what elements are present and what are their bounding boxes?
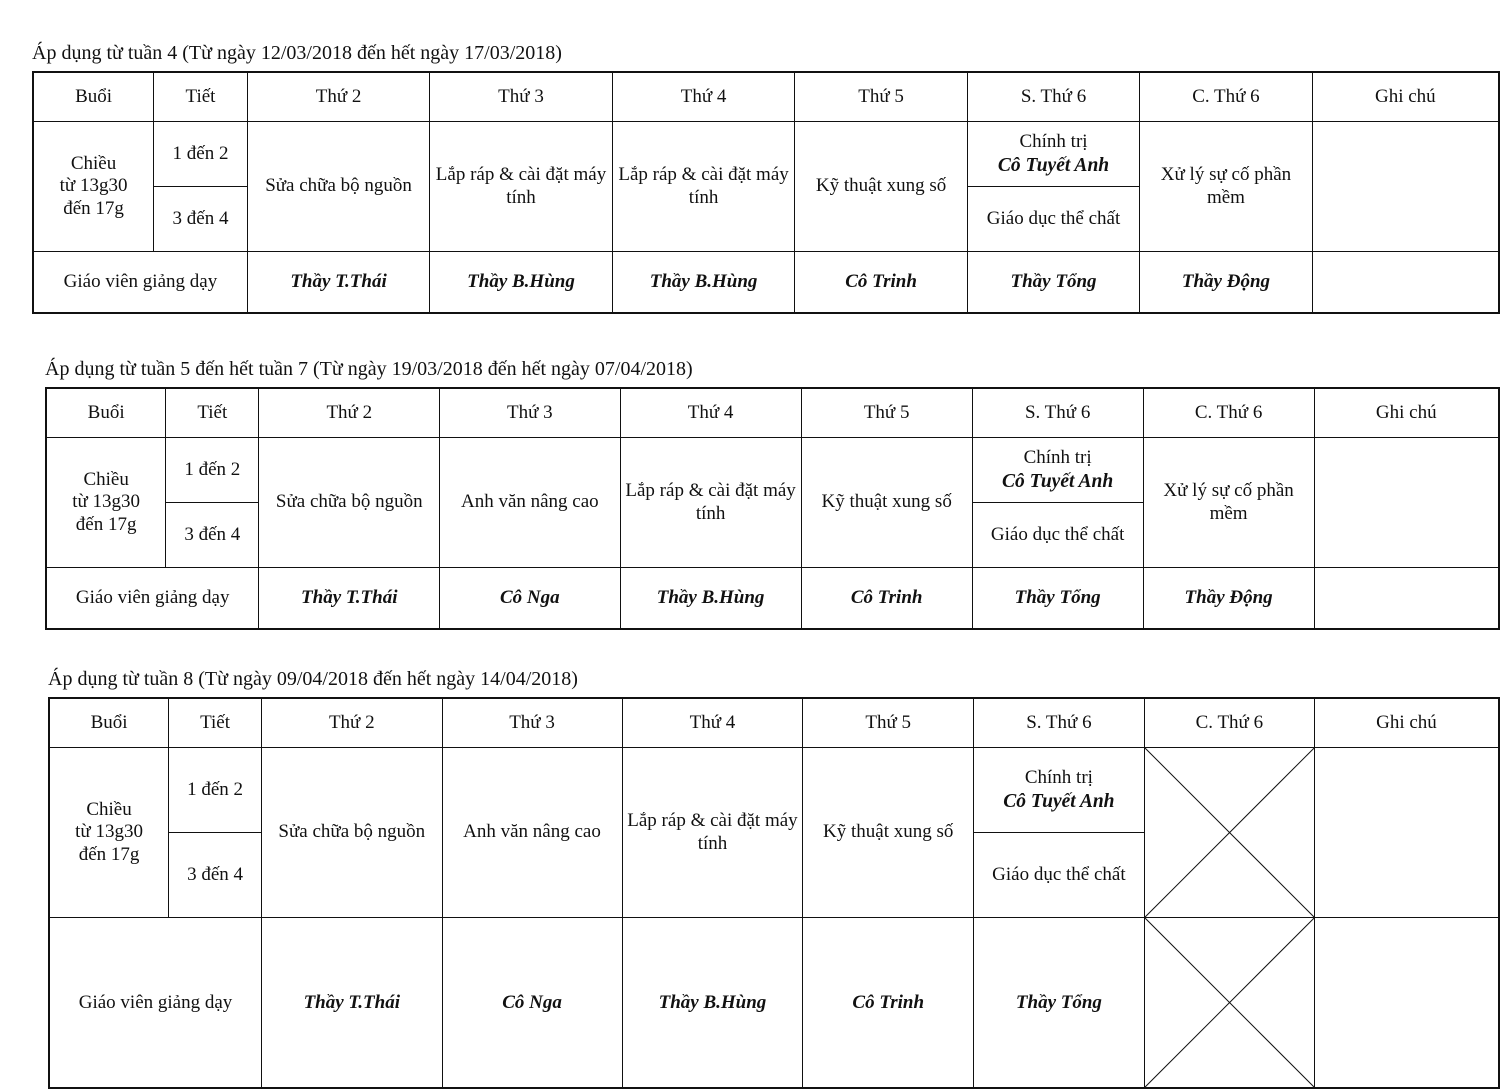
teacher-row-label: Giáo viên giảng dạy xyxy=(49,918,262,1089)
teacher-note xyxy=(1314,568,1499,630)
header-buoi: Buổi xyxy=(33,72,154,122)
cross-out-icon xyxy=(1145,748,1314,917)
subject-sang-thu6 xyxy=(974,748,1145,918)
teacher-row xyxy=(46,568,1499,630)
header-thu4: Thứ 4 xyxy=(612,72,795,122)
table-header-row xyxy=(46,388,1499,438)
header-ghichu: Ghi chú xyxy=(1312,72,1499,122)
subject-thu4: Lắp ráp & cài đặt máy tính xyxy=(612,122,795,252)
subject-sang-thu6-top: Chính trị Cô Tuyết Anh xyxy=(968,122,1139,187)
teacher-thu3: Thầy B.Hùng xyxy=(430,252,613,314)
teacher-thu4: Thầy B.Hùng xyxy=(622,918,803,1089)
teacher-sang-thu6: Thầy Tổng xyxy=(967,252,1139,314)
period-row-1-2 xyxy=(46,438,1499,503)
period-1-2: 1 đến 2 xyxy=(154,122,248,187)
subject-thu4: Lắp ráp & cài đặt máy tính xyxy=(620,438,801,568)
subject-thu5: Kỹ thuật xung số xyxy=(795,122,967,252)
header-sang-thu6: S. Thứ 6 xyxy=(972,388,1143,438)
subject-thu3: Anh văn nâng cao xyxy=(440,438,620,568)
block-3-caption: Áp dụng từ tuần 8 (Từ ngày 09/04/2018 đến hết ngày 14/04/2018) xyxy=(48,668,578,690)
teacher-thu4: Thầy B.Hùng xyxy=(620,568,801,630)
subject-sang-thu6-top: Chính trị Cô Tuyết Anh xyxy=(974,748,1144,833)
teacher-thu5: Cô Trinh xyxy=(795,252,967,314)
header-buoi: Buổi xyxy=(49,698,169,748)
subject-sang-thu6 xyxy=(967,122,1139,252)
teacher-thu5: Cô Trinh xyxy=(803,918,974,1089)
teacher-thu3: Cô Nga xyxy=(440,568,620,630)
teacher-sang-thu6: Thầy Tổng xyxy=(974,918,1145,1089)
subject-thu2: Sửa chữa bộ nguồn xyxy=(247,122,429,252)
header-buoi: Buổi xyxy=(46,388,166,438)
teacher-chieu-thu6: Thầy Động xyxy=(1140,252,1312,314)
subject-sang-thu6-top: Chính trị Cô Tuyết Anh xyxy=(973,438,1143,503)
subject-thu5: Kỹ thuật xung số xyxy=(801,438,972,568)
teacher-sang-thu6: Thầy Tổng xyxy=(972,568,1143,630)
schedule-block-2 xyxy=(45,358,1500,630)
header-thu3: Thứ 3 xyxy=(442,698,622,748)
session-label: Chiều từ 13g30 đến 17g xyxy=(49,748,169,918)
header-thu4: Thứ 4 xyxy=(622,698,803,748)
schedule-table-2 xyxy=(45,387,1500,630)
note-cell xyxy=(1314,438,1499,568)
teacher-row-label: Giáo viên giảng dạy xyxy=(33,252,247,314)
schedule-block-1 xyxy=(32,42,1500,314)
header-sang-thu6: S. Thứ 6 xyxy=(974,698,1145,748)
subject-chieu-thu6: Xử lý sự cố phần mềm xyxy=(1143,438,1314,568)
teacher-row-label: Giáo viên giảng dạy xyxy=(46,568,259,630)
header-ghichu: Ghi chú xyxy=(1314,388,1499,438)
session-label: Chiều từ 13g30 đến 17g xyxy=(33,122,154,252)
header-thu3: Thứ 3 xyxy=(440,388,620,438)
period-1-2: 1 đến 2 xyxy=(166,438,259,503)
schedule-table-3 xyxy=(48,697,1500,1089)
note-cell xyxy=(1312,122,1499,252)
cross-out-icon xyxy=(1145,918,1314,1087)
header-tiet: Tiết xyxy=(154,72,248,122)
header-thu2: Thứ 2 xyxy=(262,698,443,748)
period-3-4: 3 đến 4 xyxy=(154,187,248,252)
period-row-1-2 xyxy=(33,122,1499,187)
period-3-4: 3 đến 4 xyxy=(166,503,259,568)
subject-thu2: Sửa chữa bộ nguồn xyxy=(262,748,443,918)
header-thu5: Thứ 5 xyxy=(795,72,967,122)
subject-chieu-thu6-crossed-out xyxy=(1144,748,1314,918)
teacher-row xyxy=(33,252,1499,314)
session-label: Chiều từ 13g30 đến 17g xyxy=(46,438,166,568)
header-thu3: Thứ 3 xyxy=(430,72,613,122)
teacher-thu2: Thầy T.Thái xyxy=(262,918,443,1089)
block-2-caption: Áp dụng từ tuần 5 đến hết tuần 7 (Từ ngày 19/03/2018 đến hết ngày 07/04/2018) xyxy=(45,358,693,380)
header-thu4: Thứ 4 xyxy=(620,388,801,438)
table-header-row xyxy=(33,72,1499,122)
teacher-thu2: Thầy T.Thái xyxy=(259,568,440,630)
teacher-thu3: Cô Nga xyxy=(442,918,622,1089)
header-ghichu: Ghi chú xyxy=(1314,698,1499,748)
subject-thu2: Sửa chữa bộ nguồn xyxy=(259,438,440,568)
header-tiet: Tiết xyxy=(169,698,262,748)
header-thu5: Thứ 5 xyxy=(803,698,974,748)
subject-sang-thu6-bottom: Giáo dục thể chất xyxy=(990,523,1125,545)
subject-sang-thu6 xyxy=(972,438,1143,568)
subject-thu4: Lắp ráp & cài đặt máy tính xyxy=(622,748,803,918)
period-3-4: 3 đến 4 xyxy=(169,833,262,918)
table-header-row xyxy=(49,698,1499,748)
block-1-caption: Áp dụng từ tuần 4 (Từ ngày 12/03/2018 đến hết ngày 17/03/2018) xyxy=(32,42,562,64)
header-chieu-thu6: C. Thứ 6 xyxy=(1143,388,1314,438)
subject-sang-thu6-bottom: Giáo dục thể chất xyxy=(992,863,1126,885)
header-chieu-thu6: C. Thứ 6 xyxy=(1140,72,1312,122)
header-sang-thu6: S. Thứ 6 xyxy=(967,72,1139,122)
period-row-1-2 xyxy=(49,748,1499,833)
header-tiet: Tiết xyxy=(166,388,259,438)
schedule-block-3 xyxy=(48,668,1500,1089)
header-chieu-thu6: C. Thứ 6 xyxy=(1144,698,1314,748)
header-thu2: Thứ 2 xyxy=(247,72,429,122)
teacher-thu4: Thầy B.Hùng xyxy=(612,252,795,314)
teacher-thu2: Thầy T.Thái xyxy=(247,252,429,314)
subject-thu3: Anh văn nâng cao xyxy=(442,748,622,918)
subject-sang-thu6-bottom: Giáo dục thể chất xyxy=(986,207,1121,229)
period-1-2: 1 đến 2 xyxy=(169,748,262,833)
teacher-thu5: Cô Trinh xyxy=(801,568,972,630)
header-thu5: Thứ 5 xyxy=(801,388,972,438)
subject-thu5: Kỹ thuật xung số xyxy=(803,748,974,918)
teacher-note xyxy=(1312,252,1499,314)
header-thu2: Thứ 2 xyxy=(259,388,440,438)
subject-chieu-thu6: Xử lý sự cố phần mềm xyxy=(1140,122,1312,252)
teacher-chieu-thu6: Thầy Động xyxy=(1143,568,1314,630)
subject-thu3: Lắp ráp & cài đặt máy tính xyxy=(430,122,613,252)
note-cell xyxy=(1314,748,1499,918)
schedule-table-1 xyxy=(32,71,1500,314)
